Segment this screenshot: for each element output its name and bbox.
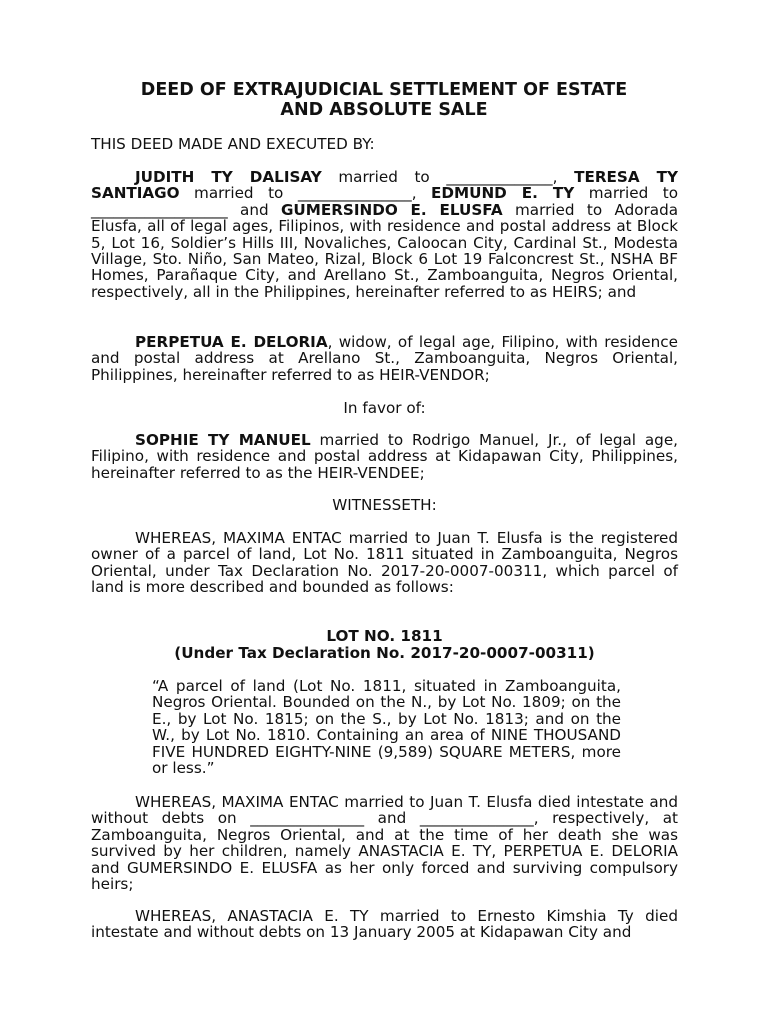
whereas-paragraph-1 bbox=[91, 530, 678, 596]
in-favor-line: In favor of: bbox=[343, 399, 426, 417]
whereas-2-text: WHEREAS, MAXIMA ENTAC married to Juan T. Elusfa died intestate and without debts on _______________ and _______________, respectively, at Zamboanguita, Negros Oriental, and at the time of her death she was survived by her children, namely ANASTACIA E. TY, PERPETUA E. DELORIA and GUMERSINDO E. ELUSFA as her only forced and surviving compulsory heirs; bbox=[91, 793, 678, 894]
document-title bbox=[60, 80, 708, 120]
vendee-text: married to Rodrigo Manuel, Jr., of legal age, Filipino, with residence and postal address at Kidapawan City, Philippines, hereinafter referred to as the HEIR-VENDEE; bbox=[91, 431, 678, 482]
whereas-3-text: WHEREAS, ANASTACIA E. TY married to Ernesto Kimshia Ty died intestate and without debts on 13 January 2005 at Kidapawan City and bbox=[91, 907, 678, 942]
heirs-text-3: married to __________________ and bbox=[91, 184, 678, 219]
heirs-paragraph bbox=[91, 169, 678, 300]
heir-name-2: TERESA TY SANTIAGO bbox=[91, 168, 678, 203]
heirs-text-2: married to _______________, bbox=[179, 184, 432, 203]
vendor-name: PERPETUA E. DELORIA bbox=[135, 333, 328, 351]
whereas-1-text: WHEREAS, MAXIMA ENTAC married to Juan T. Elusfa is the registered owner of a parcel of land, Lot No. 1811 situated in Zamboanguita, Negros Oriental, under Tax Declaration No. 2017-20-0007-00311, which parcel of land is more described and bounded as follows: bbox=[91, 529, 678, 597]
whereas-paragraph-3 bbox=[91, 908, 678, 941]
lot-description: “A parcel of land (Lot No. 1811, situated in Zamboanguita, Negros Oriental. Bounded on the N., by Lot No. 1809; on the E., by Lot No. 1815; on the S., by Lot No. 1813; and on the W., by Lot No. 1810. Containing an area of NINE THOUSAND FIVE HUNDRED EIGHTY-NINE (9,589) SQUARE METERS, more or less.” bbox=[152, 677, 621, 778]
heir-name-1: JUDITH TY DALISAY bbox=[135, 168, 322, 186]
witnesseth-heading: WITNESSETH: bbox=[332, 496, 437, 514]
vendor-paragraph bbox=[91, 334, 678, 383]
vendee-name: SOPHIE TY MANUEL bbox=[135, 431, 311, 449]
lot-heading: LOT NO. 1811 bbox=[326, 627, 443, 645]
lot-subheading: (Under Tax Declaration No. 2017-20-0007-00311) bbox=[174, 644, 595, 662]
vendee-paragraph bbox=[91, 432, 678, 481]
whereas-paragraph-2 bbox=[91, 794, 678, 892]
heir-name-3: EDMUND E. TY bbox=[431, 184, 575, 203]
intro-line: THIS DEED MADE AND EXECUTED BY: bbox=[91, 135, 375, 153]
title-line-1: DEED OF EXTRAJUDICIAL SETTLEMENT OF ESTATE bbox=[140, 80, 628, 100]
heirs-text-1: married to ______________, bbox=[321, 168, 575, 186]
heir-name-4: GUMERSINDO E. ELUSFA bbox=[280, 200, 503, 219]
vendor-text: , widow, of legal age, Filipino, with residence and postal address at Arellano St., Zamboanguita, Negros Oriental, Philippines, hereinafter referred to as HEIR-VENDOR; bbox=[91, 333, 678, 384]
heirs-text-4: married to Adorada Elusfa, all of legal ages, Filipinos, with residence and postal address at Block 5, Lot 16, Soldier’s Hills III, Novaliches, Caloocan City, Cardinal St., Modesta Village, Sto. Niño, San Mateo, Rizal, Block 6 Lot 19 Falconcrest St., NSHA BF Homes, Parañaque City, and Arellano St., Zamboanguita, Negros Oriental, respectively, all in the Philippines, hereinafter referred to as HEIRS; and bbox=[91, 200, 679, 301]
title-line-2: AND ABSOLUTE SALE bbox=[280, 100, 488, 120]
